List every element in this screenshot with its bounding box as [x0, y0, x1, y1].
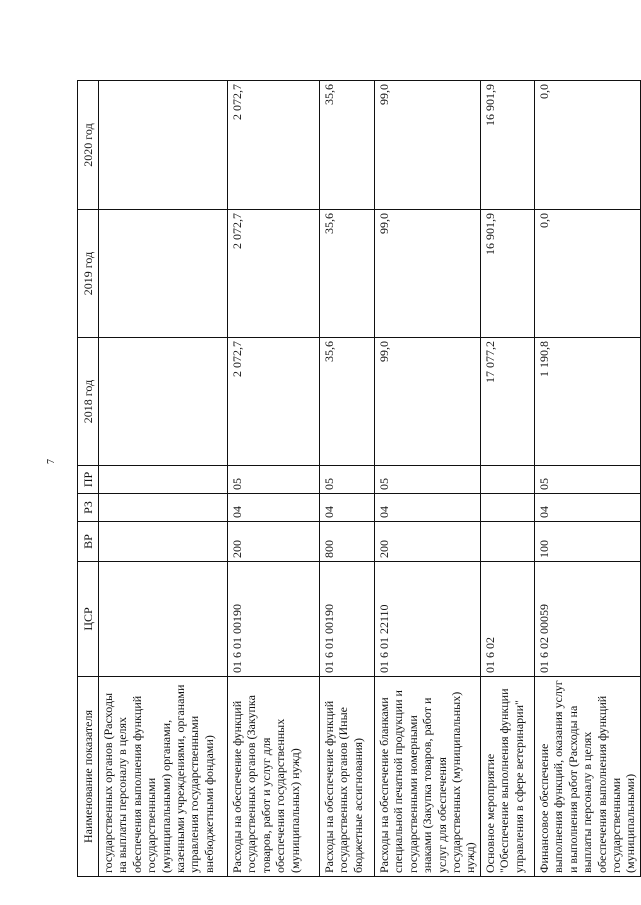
col-header-2020: 2020 год: [78, 81, 99, 210]
cell-2018: 99,0: [375, 338, 481, 466]
cell-name: Финансовое обеспечение выполнения функций, оказания услуг и выполнения работ (Расходы на выплаты персоналу в целях обеспечения выполнения функций государственными (муниципальными): [535, 677, 641, 877]
table-row: [375, 81, 481, 877]
cell-csr: [99, 562, 228, 677]
col-header-2019: 2019 год: [78, 210, 99, 338]
page-number: 7: [46, 459, 57, 464]
cell-2018: 17 077,2: [481, 338, 535, 466]
cell-rz: 04: [320, 494, 375, 522]
cell-csr: 01 6 02 00059: [535, 562, 641, 677]
cell-csr: 01 6 02: [481, 562, 535, 677]
table-row: [320, 81, 375, 877]
cell-vr: [481, 522, 535, 562]
cell-vr: 100: [535, 522, 641, 562]
table-row: [535, 81, 641, 877]
cell-2020: 0,0: [535, 81, 641, 210]
cell-name: Расходы на обеспечение бланками специальной печатной продукции и государственными номерными знаками (Закупка товаров, работ и услуг для обеспечения государственных (муниципальных) нужд): [375, 677, 481, 877]
cell-pr: 05: [375, 466, 481, 494]
cell-csr: 01 6 01 00190: [228, 562, 320, 677]
cell-2020: 35,6: [320, 81, 375, 210]
cell-csr: 01 6 01 00190: [320, 562, 375, 677]
cell-vr: 200: [228, 522, 320, 562]
cell-2020: 16 901,9: [481, 81, 535, 210]
cell-rz: 04: [228, 494, 320, 522]
cell-2019: 99,0: [375, 210, 481, 338]
cell-pr: 05: [535, 466, 641, 494]
cell-vr: [99, 522, 228, 562]
cell-2019: 35,6: [320, 210, 375, 338]
cell-rz: 04: [535, 494, 641, 522]
table-header-row: [78, 81, 99, 877]
cell-rz: 04: [375, 494, 481, 522]
table-row: [228, 81, 320, 877]
cell-csr: 01 6 01 22110: [375, 562, 481, 677]
cell-pr: 05: [320, 466, 375, 494]
table-row: [481, 81, 535, 877]
cell-2019: [99, 210, 228, 338]
col-header-vr: ВР: [78, 522, 99, 562]
cell-2020: 2 072,7: [228, 81, 320, 210]
cell-2019: 16 901,9: [481, 210, 535, 338]
cell-vr: 200: [375, 522, 481, 562]
cell-name: Расходы на обеспечение функций государственных органов (Иные бюджетные ассигнования): [320, 677, 375, 877]
cell-name: государственных органов (Расходы на выплаты персоналу в целях обеспечения выполнения функций государственными (муниципальными) органами, казенными учреждениями, органами управления государственными внебюджетными фондами): [99, 677, 228, 877]
cell-2019: 2 072,7: [228, 210, 320, 338]
cell-rz: [481, 494, 535, 522]
table-row: [99, 81, 228, 877]
cell-2018: 35,6: [320, 338, 375, 466]
cell-name: Основное мероприятие "Обеспечение выполнения функции управления в сфере ветеринарии": [481, 677, 535, 877]
cell-2018: [99, 338, 228, 466]
col-header-name: Наименование показателя: [78, 677, 99, 877]
col-header-rz: РЗ: [78, 494, 99, 522]
cell-2020: [99, 81, 228, 210]
cell-2019: 0,0: [535, 210, 641, 338]
cell-pr: 05: [228, 466, 320, 494]
col-header-csr: ЦСР: [78, 562, 99, 677]
cell-name: Расходы на обеспечение функций государственных органов (Закупка товаров, работ и услуг для обеспечения государственных (муниципальных) нужд): [228, 677, 320, 877]
cell-pr: [99, 466, 228, 494]
cell-2018: 2 072,7: [228, 338, 320, 466]
cell-rz: [99, 494, 228, 522]
cell-2020: 99,0: [375, 81, 481, 210]
cell-vr: 800: [320, 522, 375, 562]
col-header-pr: ПР: [78, 466, 99, 494]
col-header-2018: 2018 год: [78, 338, 99, 466]
budget-table: [77, 80, 641, 877]
cell-pr: [481, 466, 535, 494]
cell-2018: 1 190,8: [535, 338, 641, 466]
